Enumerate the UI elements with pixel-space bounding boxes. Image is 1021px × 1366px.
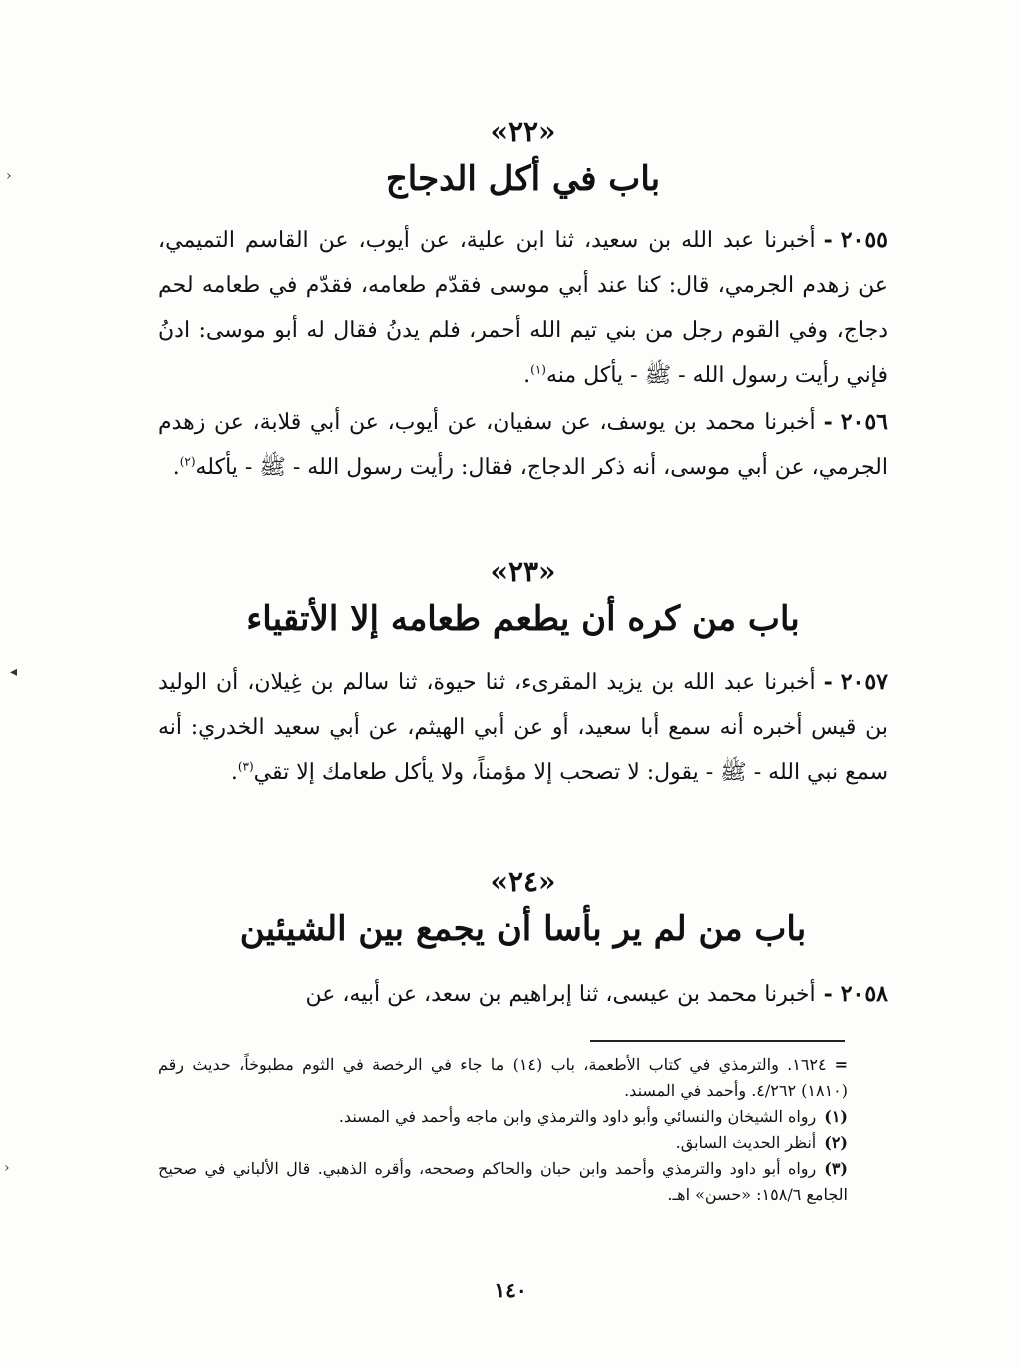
footnote-continuation [158,1052,848,1104]
footnote-mark: (١) [824,1107,848,1126]
chapter-number: «٢٣» [490,555,556,588]
scan-mark: › [4,1160,10,1176]
footnote-text: رواه الشيخان والنسائي وأبو داود والترمذي وابن ماجه وأحمد في المسند. [338,1107,817,1126]
footnote-mark: = [834,1055,849,1074]
footnote-3 [158,1156,848,1208]
footnote-divider [590,1040,845,1042]
scan-mark: ◂ [10,664,18,680]
hadith-number: ٢٠٥٦ [840,409,888,435]
section-22 [158,112,888,206]
hadith-end: . [523,363,531,388]
page-number: ١٤٠ [494,1278,527,1302]
footnote-reference: (٣) [237,759,254,774]
hadith-end: . [172,455,180,480]
hadith-paragraph [158,218,888,398]
chapter-title: باب من كره أن يطعم طعامه إلا الأتقياء [246,599,800,639]
footnote-text: أنظر الحديث السابق. [675,1133,817,1152]
hadith-end: . [230,760,238,785]
section-24 [158,862,888,956]
footnote-1 [158,1104,848,1130]
hadith-number: ٢٠٥٥ [840,227,888,253]
chapter-title: باب في أكل الدجاج [385,159,661,199]
dash: - [823,227,833,253]
hadith-2057 [158,660,888,795]
footnote-mark: (٢) [824,1133,848,1152]
hadith-text: أخبرنا محمد بن عيسى، ثنا إبراهيم بن سعد، عن أبيه، عن [305,982,816,1007]
footnote-text: ١٦٢٤. والترمذي في كتاب الأطعمة، باب (١٤) ما جاء في الرخصة في الثوم مطبوخاً، حديث رقم (١٨١٠) ٤/٢٦٢. وأحمد في المسند. [158,1055,848,1100]
hadith-number: ٢٠٥٧ [840,669,888,695]
hadith-paragraph [158,660,888,795]
hadith-text: أخبرنا عبد الله بن سعيد، ثنا ابن علية، عن أيوب، عن القاسم التميمي، عن زهدم الجرمي، قال: كنا عند أبي موسى فقدّم طعامه، فقدّم في طعامه لحم دجاج، وفي القوم رجل من بني تيم الله أحمر، فلم يدنُ فقال له أبو موسى: ادنُ فإني رأيت رسول الله - ﷺ - يأكل منه [158,228,888,388]
hadith-2058 [158,972,888,1017]
hadith-paragraph [158,972,888,1017]
scan-mark: › [6,168,12,184]
footnote-reference: (٢) [179,454,196,469]
footnote-reference: (١) [530,362,546,377]
dash: - [823,981,833,1007]
hadith-2056 [158,400,888,490]
footnote-mark: (٣) [824,1159,848,1178]
hadith-paragraph [158,400,888,490]
dash: - [823,669,833,695]
hadith-number: ٢٠٥٨ [840,981,888,1007]
chapter-number: «٢٢» [490,115,556,148]
dash: - [823,409,833,435]
footnotes [158,1052,848,1208]
hadith-2055 [158,218,888,398]
footnote-2 [158,1130,848,1156]
chapter-title: باب من لم ير بأسا أن يجمع بين الشيئين [239,909,807,949]
footnote-text: رواه أبو داود والترمذي وأحمد وابن حبان والحاكم وصححه، وأقره الذهبي. قال الألباني في صحيح الجامع ١٥٨/٦: «حسن» اهـ. [158,1159,848,1204]
hadith-text: أخبرنا عبد الله بن يزيد المقرىء، ثنا حيوة، ثنا سالم بن غِيلان، أن الوليد بن قيس أخبره أنه سمع أبا سعيد، أو عن أبي الهيثم، عن أبي سعيد الخدري: أنه سمع نبي الله - ﷺ - يقول: لا تصحب إلا مؤمناً، ولا يأكل طعامك إلا تقي [158,670,888,785]
section-23 [158,552,888,646]
chapter-number: «٢٤» [490,865,556,898]
hadith-text: أخبرنا محمد بن يوسف، عن سفيان، عن أيوب، عن أبي قلابة، عن زهدم الجرمي، عن أبي موسى، أنه ذكر الدجاج، فقال: رأيت رسول الله - ﷺ - يأكله [158,410,888,480]
